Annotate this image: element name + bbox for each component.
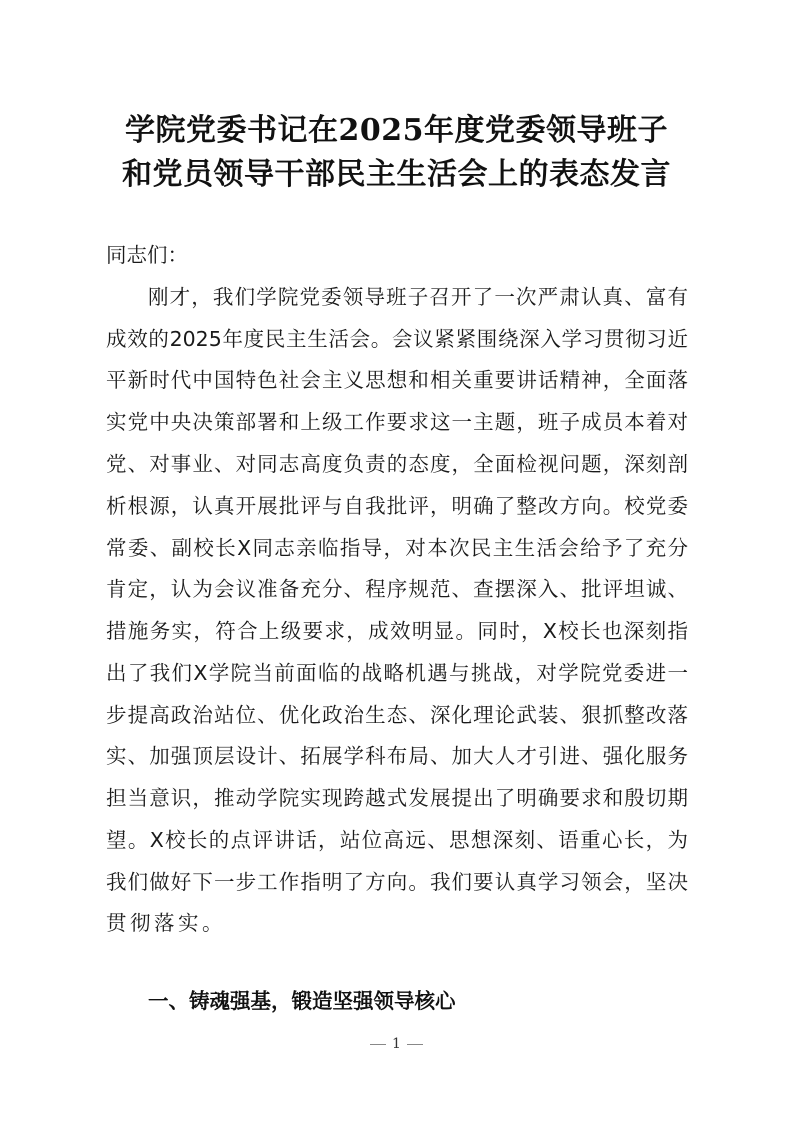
paragraph-1-line: 常委、副校长X同志亲临指导，对本次民主生活会给予了充分	[106, 536, 688, 560]
paragraph-1-line: 刚才，我们学院党委领导班子召开了一次严肃认真、富有	[148, 285, 688, 309]
paragraph-1-line: 肯定，认为会议准备充分、程序规范、查摆深入、批评坦诚、	[106, 577, 688, 601]
paragraph-1-line: 贯彻落实。	[106, 911, 226, 935]
salutation: 同志们：	[106, 243, 188, 267]
dash-right	[407, 1044, 423, 1045]
paragraph-1-line: 出了我们X学院当前面临的战略机遇与挑战，对学院党委进一	[106, 661, 688, 685]
paragraph-1-line: 担当意识，推动学院实现跨越式发展提出了明确要求和殷切期	[106, 786, 688, 810]
paragraph-1-line: 措施务实，符合上级要求，成效明显。同时，X校长也深刻指	[106, 619, 688, 643]
section-heading: 一、铸魂强基，锻造坚强领导核心	[148, 989, 456, 1013]
paragraph-1-line: 实、加强顶层设计、拓展学科布局、加大人才引进、强化服务	[106, 744, 688, 768]
dash-left	[370, 1044, 386, 1045]
paragraph-1-line: 实党中央决策部署和上级工作要求这一主题，班子成员本着对	[106, 410, 688, 434]
document-title-line-1: 学院党委书记在2025年度党委领导班子	[125, 113, 668, 148]
document-title-line-2: 和党员领导干部民主生活会上的表态发言	[122, 157, 671, 192]
paragraph-1-line: 步提高政治站位、优化政治生态、深化理论武装、狠抓整改落	[106, 703, 688, 727]
page-number-value: 1	[392, 1036, 401, 1052]
paragraph-1-line: 望。X校长的点评讲话，站位高远、思想深刻、语重心长，为	[106, 828, 688, 852]
paragraph-1-line: 我们做好下一步工作指明了方向。我们要认真学习领会，坚决	[106, 870, 688, 894]
paragraph-1-line: 平新时代中国特色社会主义思想和相关重要讲话精神，全面落	[106, 368, 688, 392]
paragraph-1-line: 析根源，认真开展批评与自我批评，明确了整改方向。校党委	[106, 494, 688, 518]
paragraph-1-line: 党、对事业、对同志高度负责的态度，全面检视问题，深刻剖	[106, 452, 688, 476]
paragraph-1-line: 成效的2025年度民主生活会。会议紧紧围绕深入学习贯彻习近	[106, 327, 688, 351]
page-number	[0, 1036, 793, 1052]
